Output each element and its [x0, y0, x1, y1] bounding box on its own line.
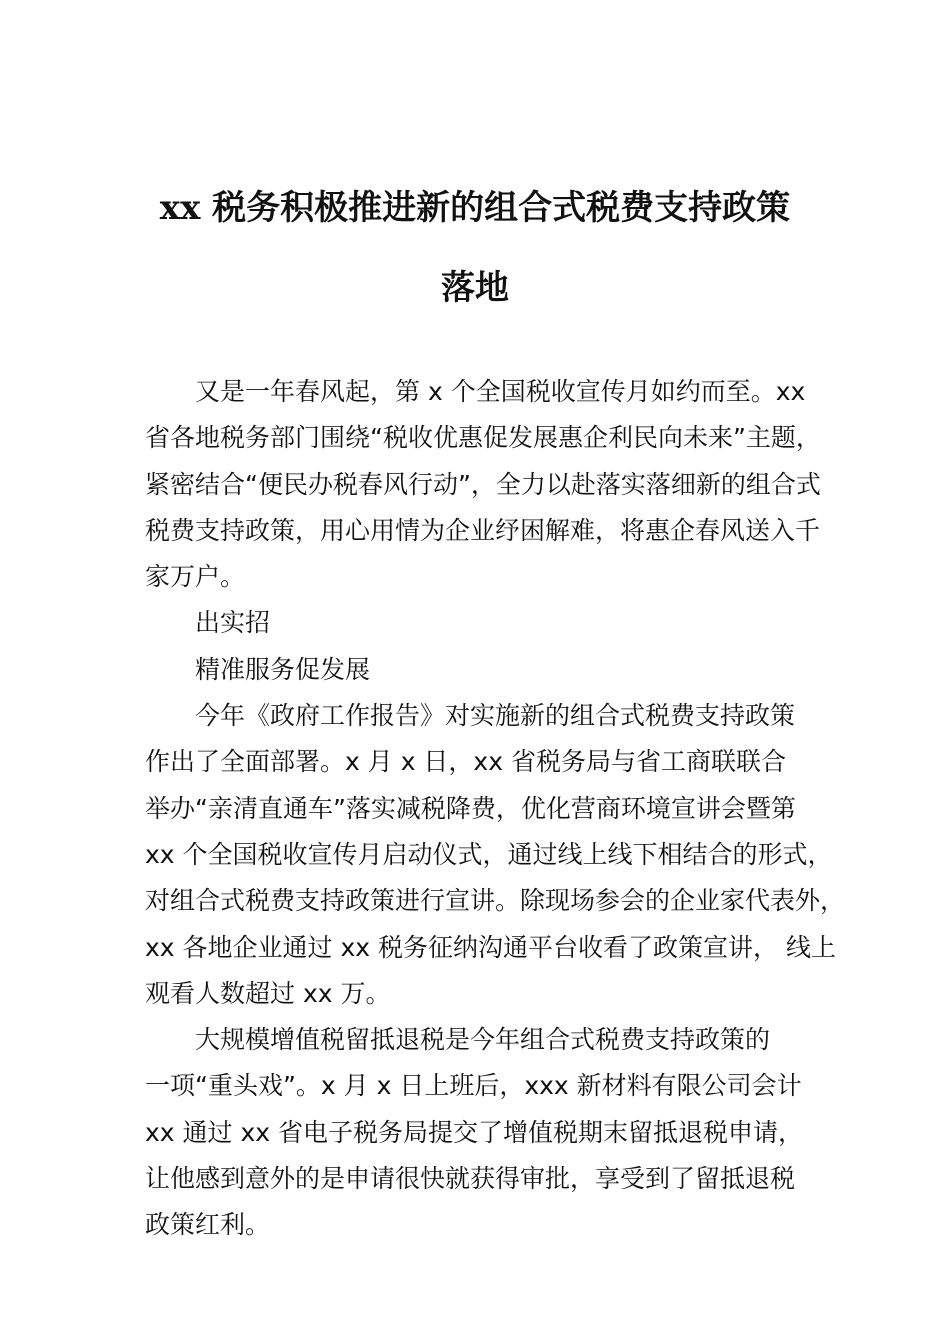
- paragraph-intro: [145, 369, 835, 600]
- paragraph-line: 家万户。: [145, 562, 246, 592]
- document-body: [145, 369, 846, 1249]
- paragraph-line: 政策红利。: [145, 1210, 271, 1240]
- title-line: xx 税务积极推进新的组合式税费支持政策: [159, 188, 791, 228]
- paragraph-line: 大规模增值税留抵退税是今年组合式税费支持政策的: [195, 1025, 771, 1055]
- paragraph-line: 举办“亲清直通车”落实减税降费，优化营商环境宣讲会暨第: [145, 793, 796, 823]
- section-heading-text: 出实招: [195, 608, 271, 638]
- section-heading: [145, 600, 835, 646]
- paragraph-line: 今年《政府工作报告》对实施新的组合式税费支持政策: [195, 701, 796, 731]
- paragraph-line: 又是一年春风起，第 x 个全国税收宣传月如约而至。xx: [195, 377, 806, 406]
- paragraph-report: [145, 693, 846, 1017]
- paragraph-refund: [145, 1017, 835, 1248]
- paragraph-line: 税费支持政策，用心用情为企业纾困解难，将惠企春风送入千: [145, 515, 821, 545]
- title-line: 落地: [441, 268, 509, 308]
- section-subheading-text: 精准服务促发展: [195, 654, 371, 684]
- paragraph-line: 紧密结合“便民办税春风行动”，全力以赴落实落细新的组合式: [145, 469, 821, 499]
- paragraph-line: xx 通过 xx 省电子税务局提交了增值税期末留抵退税申请，: [145, 1117, 804, 1147]
- paragraph-line: xx 个全国税收宣传月启动仪式，通过线上线下相结合的形式，: [145, 839, 833, 869]
- section-subheading: [145, 647, 835, 693]
- paragraph-line: 一项“重头戏”。x 月 x 日上班后，xxx 新材料有限公司会计: [145, 1071, 802, 1101]
- paragraph-line: 让他感到意外的是申请很快就获得审批，享受到了留抵退税: [145, 1164, 796, 1194]
- paragraph-line: 观看人数超过 xx 万。: [145, 978, 391, 1008]
- paragraph-line: 作出了全面部署。x 月 x 日，xx 省税务局与省工商联联合: [145, 747, 786, 777]
- document-title: [0, 168, 950, 328]
- paragraph-line: xx 各地企业通过 xx 税务征纳沟通平台收看了政策宣讲， 线上: [145, 932, 836, 962]
- paragraph-line: 对组合式税费支持政策进行宣讲。除现场参会的企业家代表外，: [145, 886, 846, 916]
- paragraph-line: 省各地税务部门围绕“税收优惠促发展惠企利民向未来”主题，: [145, 423, 821, 453]
